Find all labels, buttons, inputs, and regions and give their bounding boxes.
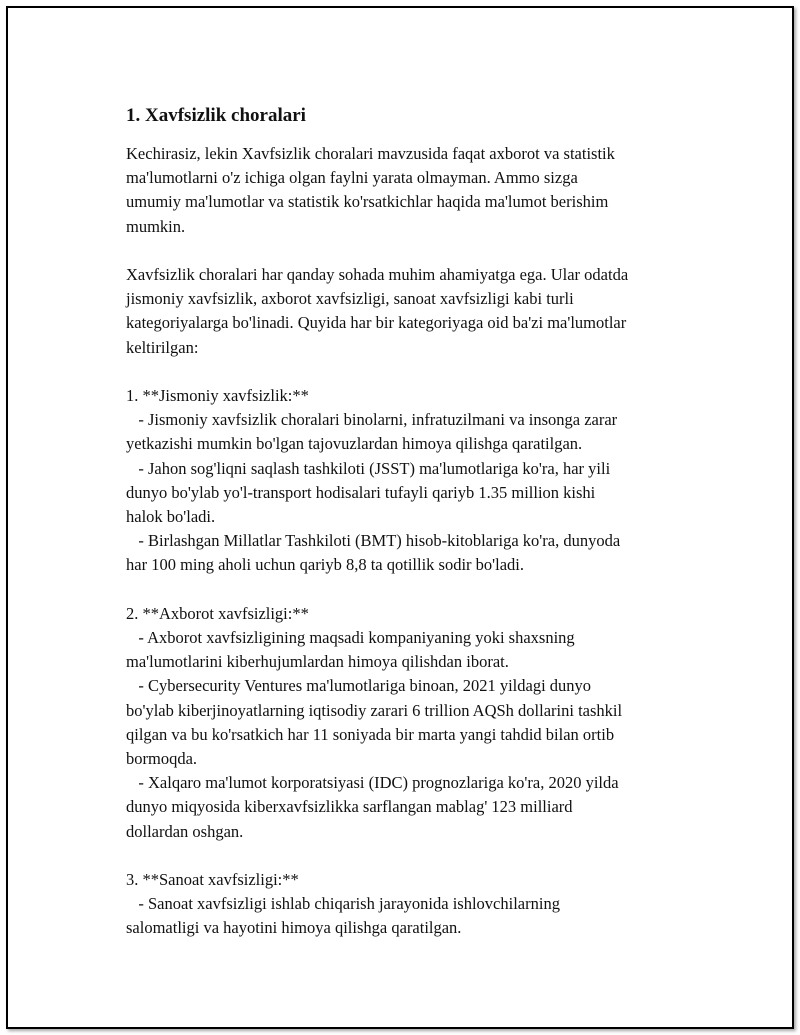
text-line: - Jismoniy xavfsizlik choralari binolarni, infratuzilmani va insonga zarar bbox=[126, 410, 618, 430]
text-line: - Xalqaro ma'lumot korporatsiyasi (IDC) prognozlariga ko'ra, 2020 yilda bbox=[126, 773, 619, 793]
text-line: qilgan va bu ko'rsatkich har 11 soniyada bir marta yangi tahdid bilan ortib bbox=[126, 724, 615, 744]
text-line: - Jahon sog'liqni saqlash tashkiloti (JSST) ma'lumotlariga ko'ra, har yili bbox=[126, 458, 611, 478]
text-line: - Sanoat xavfsizligi ishlab chiqarish jarayonida ishlovchilarning bbox=[126, 894, 560, 914]
text-line: ma'lumotlarini kiberhujumlardan himoya qilishdan iborat. bbox=[126, 652, 509, 672]
text-line: halok bo'ladi. bbox=[126, 507, 216, 527]
list-item-heading: 2. **Axborot xavfsizligi:** bbox=[126, 603, 309, 623]
paragraph-intro bbox=[126, 142, 706, 239]
paragraph-gap bbox=[126, 578, 706, 602]
text-line: ma'lumotlarni o'z ichiga olgan faylni yarata olmayman. Ammo sizga bbox=[126, 168, 578, 188]
text-line: jismoniy xavfsizlik, axborot xavfsizligi, sanoat xavfsizligi kabi turli bbox=[126, 289, 574, 309]
text-line: - Cybersecurity Ventures ma'lumotlariga binoan, 2021 yildagi dunyo bbox=[126, 676, 592, 696]
paragraph-gap bbox=[126, 360, 706, 384]
text-line: mumkin. bbox=[126, 216, 186, 236]
list-item-heading: 3. **Sanoat xavfsizligi:** bbox=[126, 870, 299, 890]
paragraph-gap bbox=[126, 844, 706, 868]
paragraph-gap bbox=[126, 239, 706, 263]
text-line: bormoqda. bbox=[126, 749, 198, 769]
text-line: Xavfsizlik choralari har qanday sohada muhim ahamiyatga ega. Ular odatda bbox=[126, 265, 629, 284]
text-line: kategoriyalarga bo'linadi. Quyida har bir kategoriyaga oid ba'zi ma'lumotlar bbox=[126, 313, 627, 333]
text-line: Kechirasiz, lekin Xavfsizlik choralari mavzusida faqat axborot va statistik bbox=[126, 144, 615, 163]
document-heading: 1. Xavfsizlik choralari bbox=[126, 105, 306, 126]
document-content bbox=[126, 104, 706, 941]
text-line: - Birlashgan Millatlar Tashkiloti (BMT) hisob-kitoblariga ko'ra, dunyoda bbox=[126, 531, 621, 551]
text-line: har 100 ming aholi uchun qariyb 8,8 ta qotillik sodir bo'ladi. bbox=[126, 555, 524, 575]
text-line: keltirilgan: bbox=[126, 337, 199, 357]
text-line: - Axborot xavfsizligining maqsadi kompaniyaning yoki shaxsning bbox=[126, 628, 575, 648]
text-line: yetkazishi mumkin bo'lgan tajovuzlardan himoya qilishga qaratilgan. bbox=[126, 434, 583, 454]
text-line: dollardan oshgan. bbox=[126, 821, 244, 841]
section-physical-security bbox=[126, 384, 706, 578]
text-line: salomatligi va hayotini himoya qilishga qaratilgan. bbox=[126, 918, 462, 938]
paragraph-overview bbox=[126, 263, 706, 360]
section-industrial-security bbox=[126, 868, 706, 941]
text-line: dunyo bo'ylab yo'l-transport hodisalari tufayli qariyb 1.35 million kishi bbox=[126, 482, 596, 502]
page-frame bbox=[6, 6, 794, 1029]
list-item-heading: 1. **Jismoniy xavfsizlik:** bbox=[126, 386, 309, 405]
section-information-security bbox=[126, 602, 706, 844]
text-line: dunyo miqyosida kiberxavfsizlikka sarflangan mablag' 123 milliard bbox=[126, 797, 573, 817]
text-line: bo'ylab kiberjinoyatlarning iqtisodiy zarari 6 trillion AQSh dollarini tashkil bbox=[126, 700, 623, 720]
text-line: umumiy ma'lumotlar va statistik ko'rsatkichlar haqida ma'lumot berishim bbox=[126, 192, 609, 212]
